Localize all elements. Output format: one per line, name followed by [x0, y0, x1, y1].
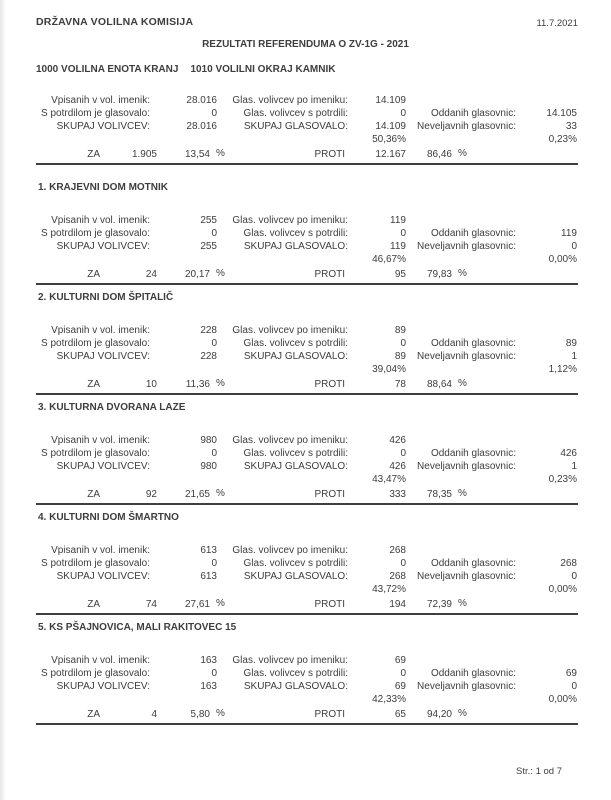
value-invalid-ballots: 0	[571, 241, 577, 252]
label-voted-by-register: Glas. volivcev po imeniku:	[232, 95, 348, 106]
value-invalid-percent: 0,23%	[548, 134, 577, 145]
percent-sign: %	[216, 488, 225, 499]
value-registered: 163	[200, 655, 217, 666]
label-total-voted: SKUPAJ GLASOVALO:	[243, 571, 348, 582]
percent-sign: %	[216, 708, 225, 719]
label-registered: Vpisanih v vol. imenik:	[51, 325, 150, 336]
value-proti-percent: 88,64	[426, 379, 452, 390]
value-registered: 228	[200, 325, 217, 336]
value-invalid-percent: 0,23%	[548, 474, 577, 485]
label-ballots-cast: Oddanih glasovnic:	[430, 228, 516, 239]
value-proti-count: 12.167	[375, 149, 406, 160]
value-proti-count: 65	[394, 709, 406, 720]
value-registered: 613	[200, 545, 217, 556]
value-total-voters: 980	[200, 461, 217, 472]
section-title: 4. KULTURNI DOM ŠMARTNO	[38, 512, 179, 523]
scan-edge	[0, 0, 6, 800]
value-za-percent: 21,65	[184, 489, 210, 500]
label-total-voted: SKUPAJ GLASOVALO:	[243, 681, 348, 692]
percent-sign: %	[458, 268, 467, 279]
value-za-percent: 5,80	[190, 709, 210, 720]
label-voted-by-register: Glas. volivcev po imeniku:	[232, 655, 348, 666]
percent-sign: %	[458, 598, 467, 609]
percentages-row	[30, 254, 580, 267]
label-proti: PROTI	[314, 149, 345, 160]
value-registered: 980	[200, 435, 217, 446]
label-voted-by-register: Glas. volivcev po imeniku:	[232, 215, 348, 226]
stats-row	[30, 545, 580, 558]
value-total-voted: 69	[394, 681, 406, 692]
value-voted-by-register: 119	[390, 215, 406, 226]
value-voted-by-certificate: 0	[211, 448, 217, 459]
value-voters-with-certificates: 0	[400, 338, 406, 349]
value-turnout-percent: 42,33%	[372, 694, 406, 705]
value-total-voted: 119	[390, 241, 406, 252]
label-voted-by-certificate: S potrdilom je glasovalo:	[41, 448, 150, 459]
stats-row	[30, 108, 580, 121]
value-voted-by-certificate: 0	[211, 338, 217, 349]
value-invalid-ballots: 0	[571, 571, 577, 582]
value-voters-with-certificates: 0	[400, 228, 406, 239]
label-total-voters: SKUPAJ VOLIVCEV:	[56, 571, 150, 582]
value-registered: 255	[200, 215, 217, 226]
page-number: Str.: 1 od 7	[516, 766, 562, 777]
value-proti-percent: 78,35	[426, 489, 452, 500]
value-total-voted: 14.109	[375, 121, 406, 132]
value-za-count: 1.905	[131, 149, 157, 160]
results-blocks	[30, 0, 580, 725]
results-block	[30, 0, 580, 165]
label-registered: Vpisanih v vol. imenik:	[51, 435, 150, 446]
value-invalid-percent: 0,00%	[548, 584, 577, 595]
percentages-row	[30, 364, 580, 377]
label-voters-with-certificates: Glas. volivcev s potrdili:	[243, 228, 348, 239]
value-voted-by-certificate: 0	[211, 108, 217, 119]
label-voters-with-certificates: Glas. volivcev s potrdili:	[243, 448, 348, 459]
stats-row	[30, 461, 580, 474]
label-proti: PROTI	[314, 379, 345, 390]
value-invalid-ballots: 1	[571, 351, 577, 362]
result-row	[30, 599, 580, 612]
value-za-percent: 13,54	[184, 149, 210, 160]
report-date: 11.7.2021	[536, 18, 578, 29]
value-invalid-ballots: 0	[571, 681, 577, 692]
label-registered: Vpisanih v vol. imenik:	[51, 215, 150, 226]
label-voted-by-certificate: S potrdilom je glasovalo:	[41, 338, 150, 349]
section-title: 1. KRAJEVNI DOM MOTNIK	[38, 182, 169, 193]
value-za-count: 10	[145, 379, 157, 390]
label-voted-by-certificate: S potrdilom je glasovalo:	[41, 668, 150, 679]
value-proti-percent: 72,39	[426, 599, 452, 610]
value-total-voters: 228	[200, 351, 217, 362]
result-row	[30, 709, 580, 722]
label-ballots-cast: Oddanih glasovnic:	[430, 448, 516, 459]
value-proti-count: 194	[389, 599, 406, 610]
label-ballots-cast: Oddanih glasovnic:	[430, 558, 516, 569]
value-total-voters: 28.016	[186, 121, 217, 132]
value-turnout-percent: 43,72%	[372, 584, 406, 595]
value-turnout-percent: 46,67%	[372, 254, 406, 265]
label-ballots-cast: Oddanih glasovnic:	[430, 668, 516, 679]
label-voted-by-register: Glas. volivcev po imeniku:	[232, 435, 348, 446]
value-proti-percent: 79,83	[426, 269, 452, 280]
result-row	[30, 379, 580, 392]
label-proti: PROTI	[314, 269, 345, 280]
value-ballots-cast: 14.105	[546, 108, 577, 119]
value-total-voted: 426	[389, 461, 406, 472]
value-za-count: 74	[145, 599, 157, 610]
percent-sign: %	[216, 148, 225, 159]
results-block	[30, 395, 580, 505]
electoral-district: 1010 VOLILNI OKRAJ KAMNIK	[190, 64, 336, 75]
value-voted-by-register: 14.109	[375, 95, 406, 106]
result-row	[30, 269, 580, 282]
label-za: ZA	[87, 709, 100, 720]
value-voted-by-certificate: 0	[211, 668, 217, 679]
value-voters-with-certificates: 0	[400, 448, 406, 459]
value-ballots-cast: 89	[565, 338, 577, 349]
value-invalid-percent: 1,12%	[548, 364, 577, 375]
value-registered: 28.016	[186, 95, 217, 106]
stats-row	[30, 241, 580, 254]
label-total-voted: SKUPAJ GLASOVALO:	[243, 241, 348, 252]
value-total-voted: 89	[394, 351, 406, 362]
stats-row	[30, 351, 580, 364]
value-turnout-percent: 43,47%	[372, 474, 406, 485]
label-total-voters: SKUPAJ VOLIVCEV:	[56, 241, 150, 252]
label-voters-with-certificates: Glas. volivcev s potrdili:	[243, 668, 348, 679]
label-proti: PROTI	[314, 599, 345, 610]
percent-sign: %	[458, 488, 467, 499]
label-ballots-cast: Oddanih glasovnic:	[430, 108, 516, 119]
label-invalid-ballots: Neveljavnih glasovnic:	[417, 681, 516, 692]
percent-sign: %	[458, 148, 467, 159]
label-voted-by-certificate: S potrdilom je glasovalo:	[41, 228, 150, 239]
label-invalid-ballots: Neveljavnih glasovnic:	[417, 351, 516, 362]
value-za-percent: 27,61	[184, 599, 210, 610]
value-turnout-percent: 39,04%	[372, 364, 406, 375]
label-total-voters: SKUPAJ VOLIVCEV:	[56, 351, 150, 362]
label-voters-with-certificates: Glas. volivcev s potrdili:	[243, 558, 348, 569]
label-voted-by-register: Glas. volivcev po imeniku:	[232, 545, 348, 556]
value-voted-by-register: 268	[389, 545, 406, 556]
value-ballots-cast: 268	[560, 558, 577, 569]
section-title: 5. KS PŠAJNOVICA, MALI RAKITOVEC 15	[38, 622, 237, 633]
label-ballots-cast: Oddanih glasovnic:	[430, 338, 516, 349]
label-total-voters: SKUPAJ VOLIVCEV:	[56, 681, 150, 692]
value-invalid-ballots: 1	[571, 461, 577, 472]
value-total-voted: 268	[389, 571, 406, 582]
value-invalid-percent: 0,00%	[548, 694, 577, 705]
value-za-percent: 20,17	[184, 269, 210, 280]
percent-sign: %	[216, 378, 225, 389]
result-row	[30, 149, 580, 162]
document-title: REZULTATI REFERENDUMA O ZV-1G - 2021	[202, 39, 409, 50]
value-voted-by-certificate: 0	[211, 228, 217, 239]
value-invalid-ballots: 33	[565, 121, 577, 132]
value-proti-count: 78	[394, 379, 406, 390]
value-proti-percent: 86,46	[426, 149, 452, 160]
percentages-row	[30, 474, 580, 487]
label-invalid-ballots: Neveljavnih glasovnic:	[417, 121, 516, 132]
percent-sign: %	[458, 378, 467, 389]
stats-row	[30, 121, 580, 134]
value-voted-by-certificate: 0	[211, 558, 217, 569]
value-za-count: 4	[151, 709, 157, 720]
stats-row	[30, 325, 580, 338]
results-block	[30, 615, 580, 725]
label-za: ZA	[87, 599, 100, 610]
value-ballots-cast: 119	[561, 228, 577, 239]
label-total-voted: SKUPAJ GLASOVALO:	[243, 461, 348, 472]
label-za: ZA	[87, 489, 100, 500]
percent-sign: %	[458, 708, 467, 719]
value-voters-with-certificates: 0	[400, 108, 406, 119]
label-registered: Vpisanih v vol. imenik:	[51, 545, 150, 556]
value-za-count: 24	[145, 269, 157, 280]
stats-row	[30, 435, 580, 448]
label-voted-by-certificate: S potrdilom je glasovalo:	[41, 108, 150, 119]
stats-row	[30, 558, 580, 571]
results-block	[30, 285, 580, 395]
value-za-count: 92	[145, 489, 157, 500]
label-voters-with-certificates: Glas. volivcev s potrdili:	[243, 108, 348, 119]
section-divider	[36, 723, 578, 725]
value-proti-count: 95	[394, 269, 406, 280]
label-za: ZA	[87, 379, 100, 390]
stats-row	[30, 215, 580, 228]
stats-row	[30, 95, 580, 108]
label-total-voted: SKUPAJ GLASOVALO:	[243, 121, 348, 132]
percentages-row	[30, 694, 580, 707]
value-total-voters: 255	[200, 241, 217, 252]
result-row	[30, 489, 580, 502]
stats-row	[30, 228, 580, 241]
label-invalid-ballots: Neveljavnih glasovnic:	[417, 571, 516, 582]
value-total-voters: 163	[200, 681, 217, 692]
electoral-unit: 1000 VOLILNA ENOTA KRANJ	[36, 64, 179, 75]
label-total-voters: SKUPAJ VOLIVCEV:	[56, 121, 150, 132]
stats-row	[30, 571, 580, 584]
percentages-row	[30, 584, 580, 597]
label-za: ZA	[87, 269, 100, 280]
percentages-row	[30, 134, 580, 147]
label-registered: Vpisanih v vol. imenik:	[51, 655, 150, 666]
stats-row	[30, 655, 580, 668]
value-invalid-percent: 0,00%	[548, 254, 577, 265]
section-title: 3. KULTURNA DVORANA LAZE	[38, 402, 186, 413]
value-voters-with-certificates: 0	[400, 668, 406, 679]
label-proti: PROTI	[314, 709, 345, 720]
label-voters-with-certificates: Glas. volivcev s potrdili:	[243, 338, 348, 349]
organization-name: DRŽAVNA VOLILNA KOMISIJA	[36, 16, 194, 28]
percent-sign: %	[216, 268, 225, 279]
value-proti-count: 333	[389, 489, 406, 500]
label-voted-by-register: Glas. volivcev po imeniku:	[232, 325, 348, 336]
label-invalid-ballots: Neveljavnih glasovnic:	[417, 241, 516, 252]
label-proti: PROTI	[314, 489, 345, 500]
value-proti-percent: 94,20	[426, 709, 452, 720]
percent-sign: %	[216, 598, 225, 609]
value-total-voters: 613	[200, 571, 217, 582]
stats-row	[30, 668, 580, 681]
label-voted-by-certificate: S potrdilom je glasovalo:	[41, 558, 150, 569]
value-ballots-cast: 69	[565, 668, 577, 679]
value-voters-with-certificates: 0	[400, 558, 406, 569]
results-block	[30, 175, 580, 285]
label-registered: Vpisanih v vol. imenik:	[51, 95, 150, 106]
value-voted-by-register: 89	[394, 325, 406, 336]
label-invalid-ballots: Neveljavnih glasovnic:	[417, 461, 516, 472]
value-voted-by-register: 426	[389, 435, 406, 446]
label-total-voters: SKUPAJ VOLIVCEV:	[56, 461, 150, 472]
section-divider	[36, 163, 578, 165]
label-za: ZA	[87, 149, 100, 160]
value-za-percent: 11,36	[185, 379, 210, 390]
results-block	[30, 505, 580, 615]
stats-row	[30, 448, 580, 461]
value-voted-by-register: 69	[394, 655, 406, 666]
value-ballots-cast: 426	[560, 448, 577, 459]
stats-row	[30, 681, 580, 694]
section-title: 2. KULTURNI DOM ŠPITALIČ	[38, 292, 174, 303]
value-turnout-percent: 50,36%	[372, 134, 406, 145]
stats-row	[30, 338, 580, 351]
label-total-voted: SKUPAJ GLASOVALO:	[243, 351, 348, 362]
